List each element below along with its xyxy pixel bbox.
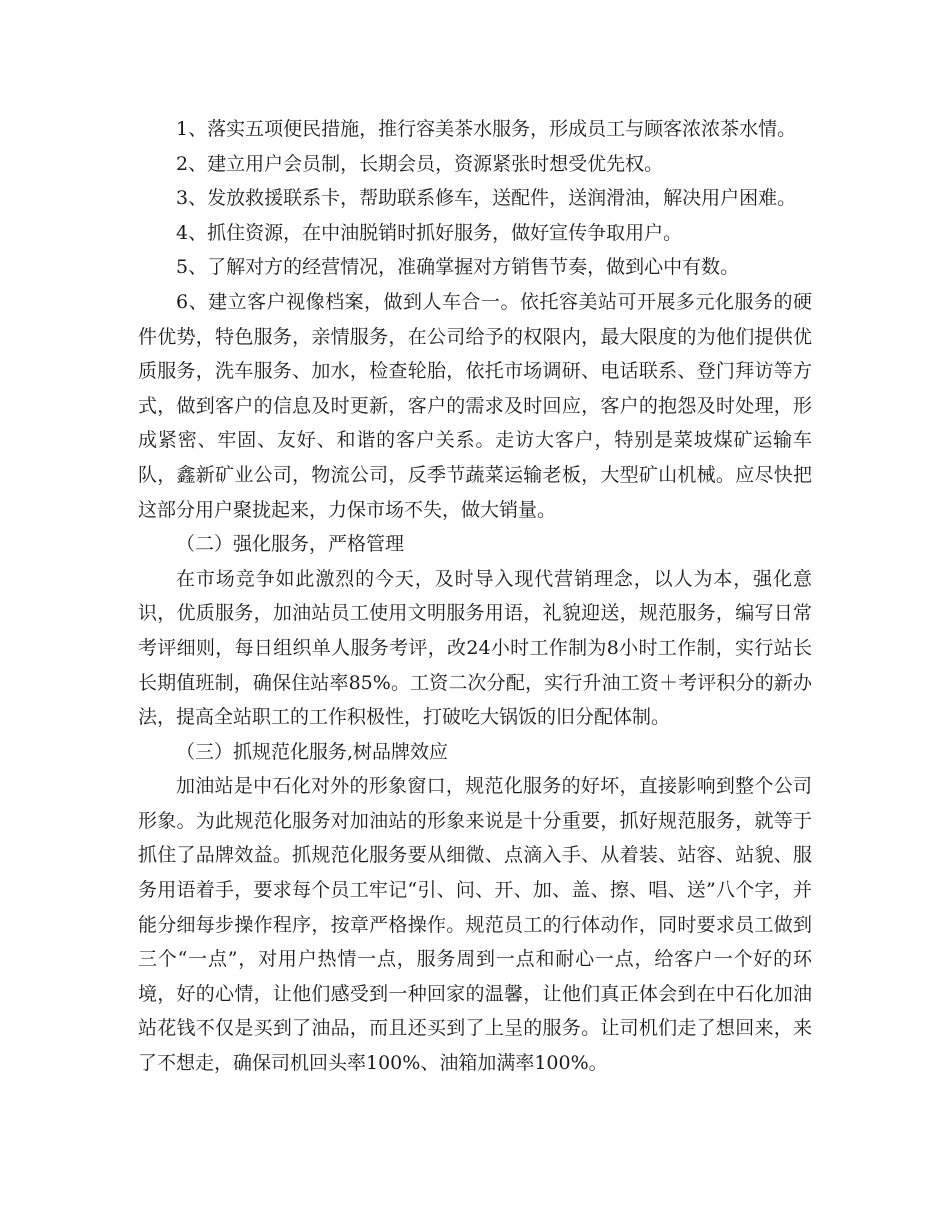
- list-item-2: 2、建立用户会员制，长期会员，资源紧张时想受优先权。: [176, 152, 664, 175]
- section-heading-2: （二）强化服务，严格管理: [176, 533, 405, 556]
- body-paragraph-2: 在市场竞争如此激烈的今天，及时导入现代营销理念，以人为本，强化意识，优质服务，加油站员工使用文明服务用语，礼貌迎送，规范服务，编写日常考评细则，每日组织单人服务考评，改24小时工作制为8小时工作制，实行站长长期值班制，确保住站率85%。工资二次分配，实行升油工资＋考评积分的新办法，提高全站职工的工作积极性，打破吃大锅饭的旧分配体制。: [138, 567, 812, 729]
- body-paragraph-3: 加油站是中石化对外的形象窗口，规范化服务的好坏，直接影响到整个公司形象。为此规范化服务对加油站的形象来说是十分重要，抓好规范服务，就等于抓住了品牌效益。抓规范化服务要从细微、点滴入手、从着装、站容、站貌、服务用语着手，要求每个员工牢记“引、问、开、加、盖、擦、唱、送”八个字，并能分细每步操作程序，按章严格操作。规范员工的行体动作，同时要求员工做到三个“一点”，对用户热情一点，服务周到一点和耐心一点，给客户一个好的环境，好的心情，让他们感受到一种回家的温馨，让他们真正体会到在中石化加油站花钱不仅是买到了油品，而且还买到了上呈的服务。让司机们走了想回来，来了不想走，确保司机回头率100%、油箱加满率100%。: [138, 775, 812, 1075]
- list-item-5: 5、了解对方的经营情况，准确掌握对方销售节奏，做到心中有数。: [176, 256, 740, 279]
- list-item-1: 1、落实五项便民措施，推行容美茶水服务，形成员工与顾客浓浓茶水情。: [176, 118, 797, 140]
- list-item-6: 6、建立客户视像档案，做到人车合一。依托容美站可开展多元化服务的硬件优势，特色服务，亲情服务，在公司给予的权限内，最大限度的为他们提供优质服务，洗车服务、加水，检查轮胎，依托市场调研、电话联系、登门拜访等方式，做到客户的信息及时更新，客户的需求及时回应，客户的抱怨及时处理，形成紧密、牢固、友好、和谐的客户关系。走访大客户，特别是菜坡煤矿运输车队，鑫新矿业公司，物流公司，反季节蔬菜运输老板，大型矿山机械。应尽快把这部分用户聚拢起来，力保市场不失，做大销量。: [138, 290, 812, 521]
- list-item-3: 3、发放救援联系卡，帮助联系修车，送配件，送润滑油，解决用户困难。: [176, 187, 797, 210]
- document-page: [138, 112, 812, 1081]
- list-item-4: 4、抓住资源，在中油脱销时抓好服务，做好宣传争取用户。: [176, 221, 683, 244]
- section-heading-3: （三）抓规范化服务,树品牌效应: [176, 740, 449, 763]
